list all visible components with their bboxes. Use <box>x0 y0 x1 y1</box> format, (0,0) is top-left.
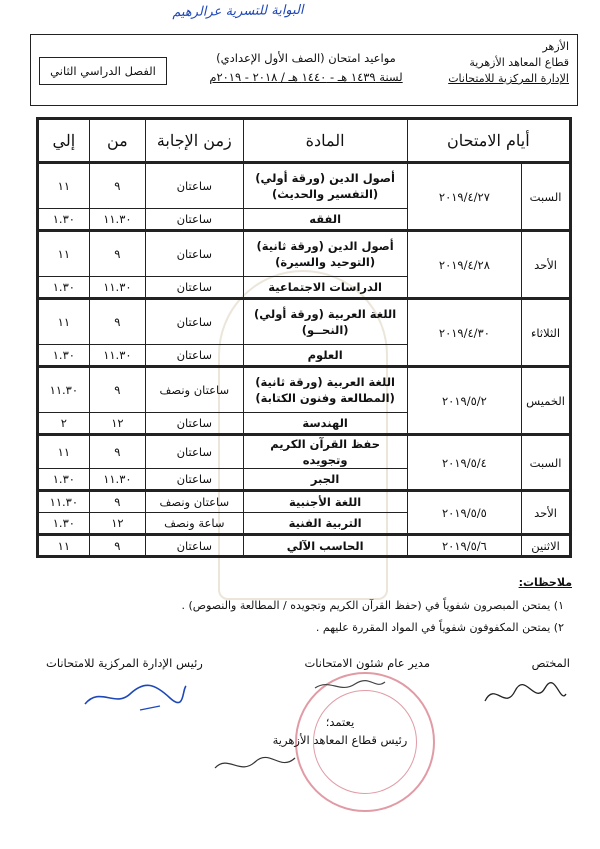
duration-cell: ساعتان <box>146 535 243 557</box>
exam-date-cell: ٢٠١٩/٥/٢ <box>407 367 521 435</box>
start-time-cell: ١١.٣٠ <box>89 209 145 231</box>
table-row <box>38 367 571 413</box>
col-header-day: أيام الامتحان <box>407 119 570 163</box>
col-header-to: إلي <box>38 119 90 163</box>
table-row <box>38 535 571 557</box>
subject-cell: الهندسة <box>243 413 407 435</box>
start-time-cell: ٩ <box>89 435 145 469</box>
document-header <box>30 34 578 106</box>
end-time-cell: ١١.٣٠ <box>38 491 90 513</box>
subject-cell: الفقه <box>243 209 407 231</box>
start-time-cell: ٩ <box>89 491 145 513</box>
end-time-cell: ١١ <box>38 299 90 345</box>
end-time-cell: ١١ <box>38 535 90 557</box>
sector-head-signature <box>210 748 300 782</box>
start-time-cell: ١٢ <box>89 513 145 535</box>
table-row <box>38 435 571 469</box>
header-title-block <box>181 49 431 87</box>
subject-cell: حفظ القرآن الكريم وتجويده <box>243 435 407 469</box>
handwritten-top-note: البواية للتسرية عرالرهيم <box>172 2 304 21</box>
start-time-cell: ٩ <box>89 163 145 209</box>
col-header-from: من <box>89 119 145 163</box>
notes-title: ملاحظات: <box>518 576 572 589</box>
subject-cell: اللغة الأجنبية <box>243 491 407 513</box>
start-time-cell: ٩ <box>89 367 145 413</box>
exam-day-cell: الأحد <box>522 231 571 299</box>
subject-cell: الحاسب الآلي <box>243 535 407 557</box>
subject-cell: الجبر <box>243 469 407 491</box>
director-signature <box>310 670 390 700</box>
start-time-cell: ١١.٣٠ <box>89 345 145 367</box>
duration-cell: ساعتان <box>146 231 243 277</box>
table-header-row <box>38 119 571 163</box>
subject-cell: اللغة العربية (ورقة أولي) (النحــو) <box>243 299 407 345</box>
signature-director-label: مدير عام شئون الامتحانات <box>304 656 430 670</box>
table-row <box>38 231 571 277</box>
start-time-cell: ١٢ <box>89 413 145 435</box>
start-time-cell: ١١.٣٠ <box>89 469 145 491</box>
col-header-subject: المادة <box>243 119 407 163</box>
duration-cell: ساعة ونصف <box>146 513 243 535</box>
approved-label: يعتمد؛ <box>325 715 355 729</box>
end-time-cell: ٢ <box>38 413 90 435</box>
exam-date-cell: ٢٠١٩/٤/٢٧ <box>407 163 521 231</box>
exam-day-cell: الأحد <box>522 491 571 535</box>
note-item: ١) يمتحن المبصرون شفوياً في (حفظ القرآن الكريم وتجويده / المطالعة والنصوص) . <box>181 599 564 612</box>
subject-cell: الدراسات الاجتماعية <box>243 277 407 299</box>
subject-cell: التربية الفنية <box>243 513 407 535</box>
table-row <box>38 299 571 345</box>
subject-cell: أصول الدين (ورقة ثانية) (التوحيد والسيرة) <box>243 231 407 277</box>
signature-central-admin-label: رئيس الإدارة المركزية للامتحانات <box>46 656 203 670</box>
end-time-cell: ١.٣٠ <box>38 277 90 299</box>
start-time-cell: ٩ <box>89 535 145 557</box>
org-line-sector: قطاع المعاهد الأزهرية <box>469 56 569 69</box>
notes-section <box>12 576 572 639</box>
start-time-cell: ٩ <box>89 231 145 277</box>
table-row <box>38 163 571 209</box>
duration-cell: ساعتان <box>146 299 243 345</box>
exam-day-cell: السبت <box>522 163 571 231</box>
subject-cell: أصول الدين (ورقة أولي) (التفسير والحديث) <box>243 163 407 209</box>
end-time-cell: ١.٣٠ <box>38 469 90 491</box>
exam-date-cell: ٢٠١٩/٥/٦ <box>407 535 521 557</box>
issuing-organization <box>419 39 569 87</box>
central-admin-signature <box>80 676 190 716</box>
start-time-cell: ١١.٣٠ <box>89 277 145 299</box>
note-item: ٢) يمتحن المكفوفون شفوياً في المواد المقررة عليهم . <box>315 621 564 634</box>
duration-cell: ساعتان <box>146 277 243 299</box>
table-row <box>38 491 571 513</box>
semester-label: الفصل الدراسي الثاني <box>39 57 167 85</box>
duration-cell: ساعتان <box>146 163 243 209</box>
end-time-cell: ١١ <box>38 231 90 277</box>
signature-sector-head-label: رئيس قطاع المعاهد الأزهرية <box>272 733 408 747</box>
org-line-central-admin: الإدارة المركزية للامتحانات <box>448 72 569 85</box>
exam-date-cell: ٢٠١٩/٥/٤ <box>407 435 521 491</box>
exam-date-cell: ٢٠١٩/٤/٣٠ <box>407 299 521 367</box>
exam-schedule-table <box>36 117 572 558</box>
duration-cell: ساعتان <box>146 209 243 231</box>
approval-block <box>240 713 440 749</box>
specialist-signature <box>480 676 570 716</box>
end-time-cell: ١.٣٠ <box>38 209 90 231</box>
exam-schedule-title: مواعيد امتحان (الصف الأول الإعدادي) <box>216 51 396 65</box>
col-header-duration: زمن الإجابة <box>146 119 243 163</box>
exam-date-cell: ٢٠١٩/٥/٥ <box>407 491 521 535</box>
duration-cell: ساعتان <box>146 413 243 435</box>
subject-cell: العلوم <box>243 345 407 367</box>
subject-cell: اللغة العربية (ورقة ثانية) (المطالعة وفنون الكتابة) <box>243 367 407 413</box>
exam-day-cell: الاثنين <box>522 535 571 557</box>
org-line-azhar: الأزهر <box>542 40 569 53</box>
duration-cell: ساعتان <box>146 435 243 469</box>
exam-date-cell: ٢٠١٩/٤/٢٨ <box>407 231 521 299</box>
exam-day-cell: الثلاثاء <box>522 299 571 367</box>
end-time-cell: ١١.٣٠ <box>38 367 90 413</box>
end-time-cell: ١.٣٠ <box>38 345 90 367</box>
duration-cell: ساعتان <box>146 469 243 491</box>
duration-cell: ساعتان ونصف <box>146 367 243 413</box>
end-time-cell: ١١ <box>38 435 90 469</box>
exam-day-cell: الخميس <box>522 367 571 435</box>
exam-table-body <box>38 163 571 557</box>
start-time-cell: ٩ <box>89 299 145 345</box>
signature-specialist-label: المختص <box>531 656 570 670</box>
duration-cell: ساعتان ونصف <box>146 491 243 513</box>
exam-day-cell: السبت <box>522 435 571 491</box>
duration-cell: ساعتان <box>146 345 243 367</box>
end-time-cell: ١١ <box>38 163 90 209</box>
end-time-cell: ١.٣٠ <box>38 513 90 535</box>
academic-year-line: لسنة ١٤٣٩ هـ - ١٤٤٠ هـ / ٢٠١٨ - ٢٠١٩م <box>209 70 403 84</box>
